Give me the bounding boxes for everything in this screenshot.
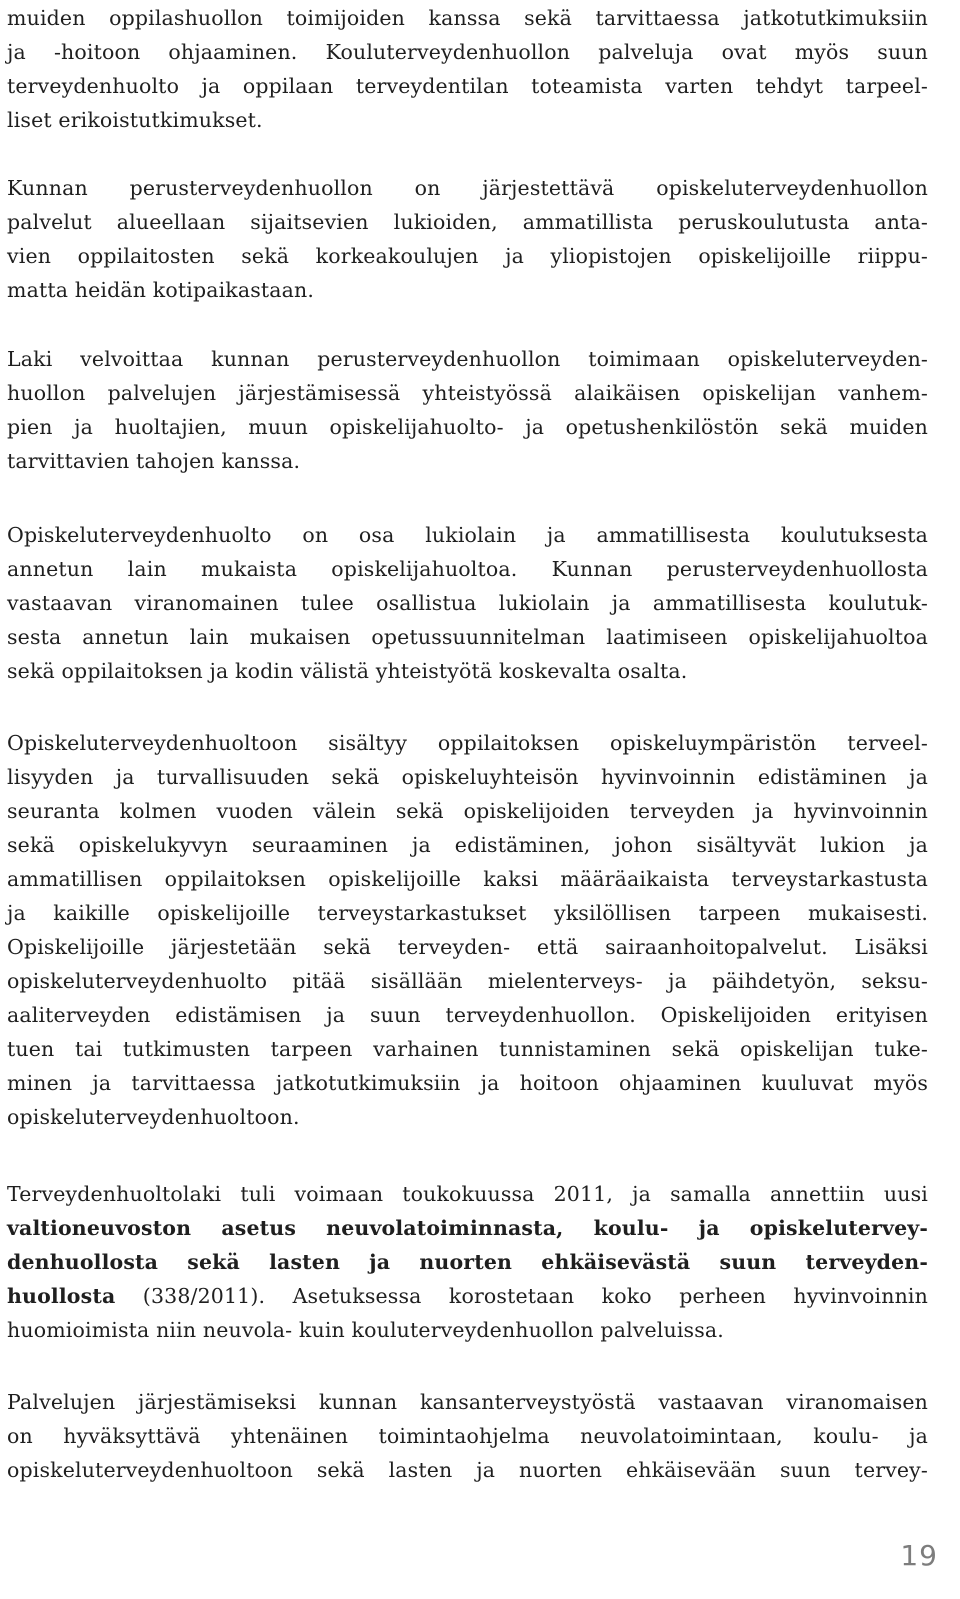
paragraph-4-line-3: vastaavan viranomainen tulee osallistua lukiolain ja ammatillisesta koulutuk- — [7, 591, 928, 615]
paragraph-5-line-12: opiskeluterveydenhuoltoon. — [7, 1105, 300, 1129]
paragraph-4-line-1: Opiskeluterveydenhuolto on osa lukiolain ja ammatillisesta koulutuksesta — [7, 523, 928, 547]
paragraph-3-line-2: huollon palvelujen järjestämisessä yhteistyössä alaikäisen opiskelijan vanhem- — [7, 381, 928, 405]
paragraph-5-line-7: Opiskelijoille järjestetään sekä terveyden- että sairaanhoitopalvelut. Lisäksi — [7, 935, 928, 959]
paragraph-5-line-9: aaliterveyden edistämisen ja suun terveydenhuollon. Opiskelijoiden erityisen — [7, 1003, 928, 1027]
regulation-title-part-3: huollosta — [7, 1284, 116, 1308]
paragraph-3-line-4: tarvittavien tahojen kanssa. — [7, 449, 301, 473]
paragraph-5-line-3: seuranta kolmen vuoden välein sekä opiskelijoiden terveyden ja hyvinvoinnin — [7, 799, 928, 823]
paragraph-4-line-5: sekä oppilaitoksen ja kodin välistä yhteistyötä koskevalta osalta. — [7, 659, 688, 683]
paragraph-2-line-1: Kunnan perusterveydenhuollon on järjestettävä opiskeluterveydenhuollon — [7, 176, 928, 200]
regulation-title-part-2: denhuollosta sekä lasten ja nuorten ehkäisevästä suun terveyden- — [7, 1250, 928, 1274]
paragraph-1-line-1: muiden oppilashuollon toimijoiden kanssa sekä tarvittaessa jatkotutkimuksiin — [7, 6, 928, 30]
paragraph-5-line-11: minen ja tarvittaessa jatkotutkimuksiin ja hoitoon ohjaaminen kuuluvat myös — [7, 1071, 928, 1095]
paragraph-5-line-1: Opiskeluterveydenhuoltoon sisältyy oppilaitoksen opiskeluympäristön terveel- — [7, 731, 928, 755]
paragraph-6-line-1: Terveydenhuoltolaki tuli voimaan toukokuussa 2011, ja samalla annettiin uusi — [7, 1182, 928, 1206]
paragraph-1-line-2: ja -hoitoon ohjaaminen. Kouluterveydenhuollon palveluja ovat myös suun — [7, 40, 928, 64]
paragraph-7-line-3: opiskeluterveydenhuoltoon sekä lasten ja nuorten ehkäisevään suun tervey- — [7, 1458, 928, 1482]
paragraph-5-line-5: ammatillisen oppilaitoksen opiskelijoille kaksi määräaikaista terveystarkastusta — [7, 867, 928, 891]
paragraph-6-line-4 — [7, 1279, 928, 1313]
paragraph-6-line-5: huomioimista niin neuvola- kuin kouluterveydenhuollon palveluissa. — [7, 1318, 724, 1342]
paragraph-3-line-1: Laki velvoittaa kunnan perusterveydenhuollon toimimaan opiskeluterveyden- — [7, 347, 928, 371]
paragraph-1-line-3: terveydenhuolto ja oppilaan terveydentilan toteamista varten tehdyt tarpeel- — [7, 74, 928, 98]
paragraph-1-line-4: liset erikoistutkimukset. — [7, 108, 263, 132]
paragraph-5-line-10: tuen tai tutkimusten tarpeen varhainen tunnistaminen sekä opiskelijan tuke- — [7, 1037, 928, 1061]
paragraph-6-line-2 — [7, 1211, 928, 1245]
regulation-title-part-1: valtioneuvoston asetus neuvolatoiminnasta, koulu- ja opiskelutervey- — [7, 1216, 928, 1240]
paragraph-5-line-6: ja kaikille opiskelijoille terveystarkastukset yksilöllisen tarpeen mukaisesti. — [7, 901, 928, 925]
paragraph-7-line-2: on hyväksyttävä yhtenäinen toimintaohjelma neuvolatoimintaan, koulu- ja — [7, 1424, 928, 1448]
paragraph-5-line-2: lisyyden ja turvallisuuden sekä opiskeluyhteisön hyvinvoinnin edistäminen ja — [7, 765, 928, 789]
page-number: 19 — [900, 1539, 938, 1572]
paragraph-2-line-3: vien oppilaitosten sekä korkeakoulujen ja yliopistojen opiskelijoille riippu- — [7, 244, 928, 268]
paragraph-2-line-4: matta heidän kotipaikastaan. — [7, 278, 315, 302]
paragraph-3-line-3: pien ja huoltajien, muun opiskelijahuolto- ja opetushenkilöstön sekä muiden — [7, 415, 928, 439]
paragraph-2-line-2: palvelut alueellaan sijaitsevien lukioiden, ammatillista peruskoulutusta anta- — [7, 210, 928, 234]
paragraph-5-line-8: opiskeluterveydenhuolto pitää sisällään mielenterveys- ja päihdetyön, seksu- — [7, 969, 928, 993]
paragraph-5-line-4: sekä opiskelukyvyn seuraaminen ja edistäminen, johon sisältyvät lukion ja — [7, 833, 928, 857]
paragraph-4-line-4: sesta annetun lain mukaisen opetussuunnitelman laatimiseen opiskelijahuoltoa — [7, 625, 928, 649]
paragraph-6-line-3 — [7, 1245, 928, 1279]
regulation-reference-text: (338/2011). Asetuksessa korostetaan koko perheen hyvinvoinnin — [115, 1284, 928, 1308]
paragraph-4-line-2: annetun lain mukaista opiskelijahuoltoa. Kunnan perusterveydenhuollosta — [7, 557, 928, 581]
paragraph-7-line-1: Palvelujen järjestämiseksi kunnan kansanterveystyöstä vastaavan viranomaisen — [7, 1390, 928, 1414]
